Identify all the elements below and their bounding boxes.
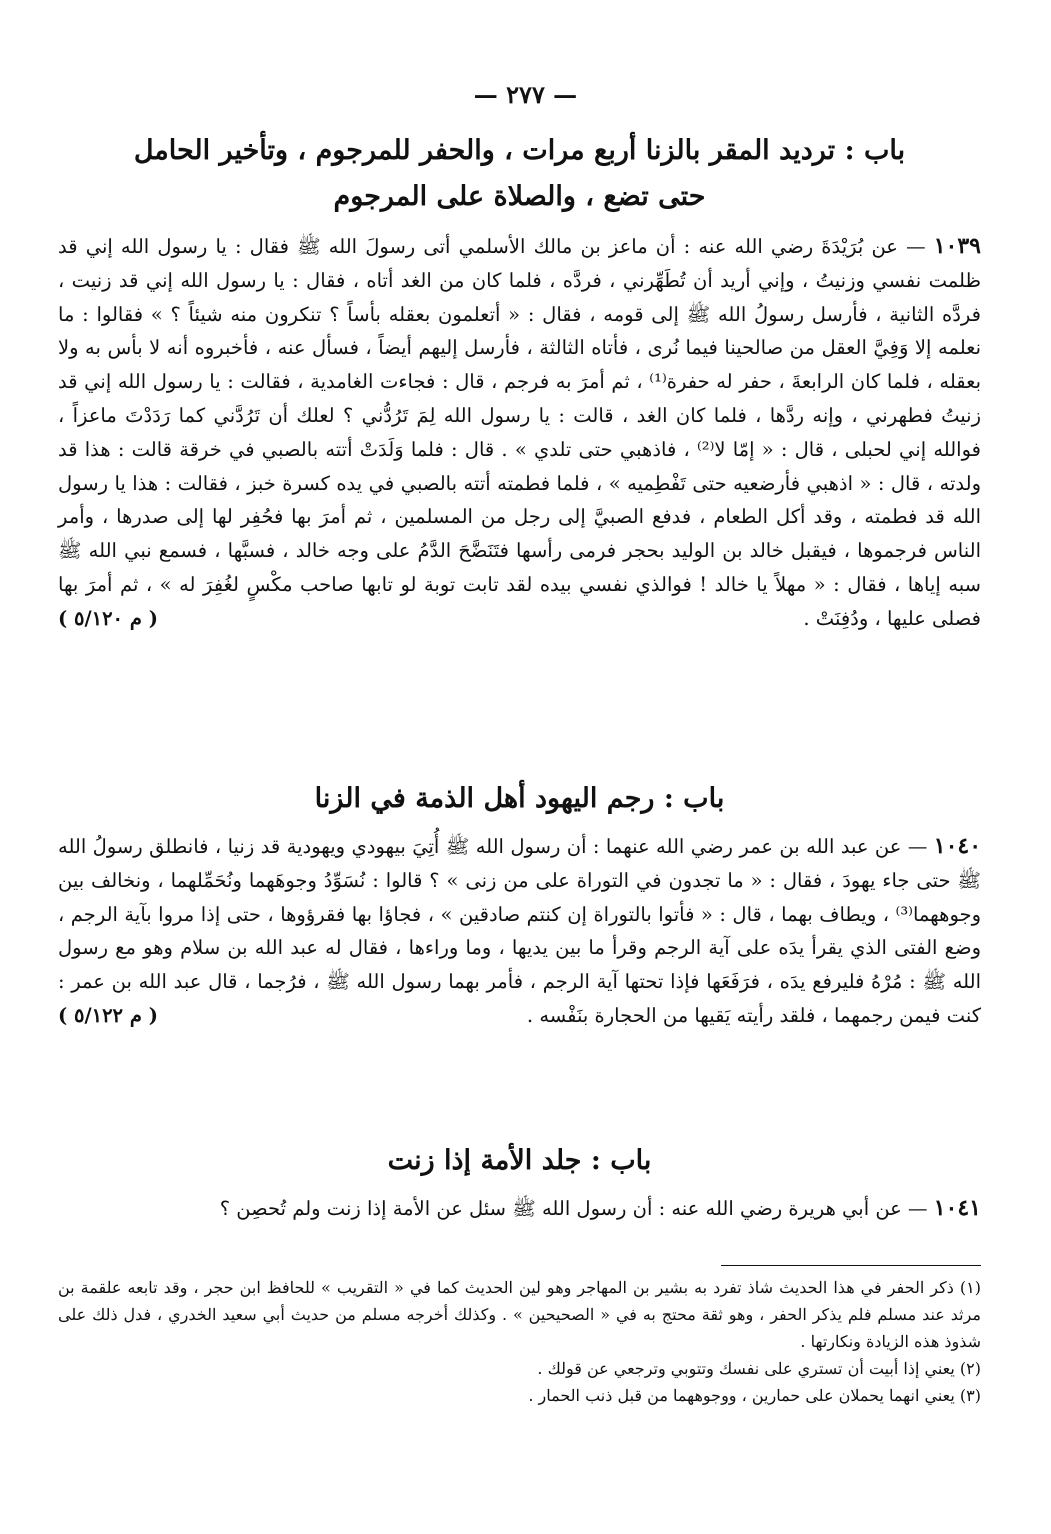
hadith-number: ١٠٤١ bbox=[933, 1195, 981, 1221]
hadith-text: — عن بُرَيْدَةَ رضي الله عنه : أن ماعز بن مالك الأسلمي أتى رسولَ الله ﷺ فقال : يا رسول الله إني قد ظلمت نفسي وزنيتُ ، وإني أريد أن تُطَهِّرني ، فردَّه ، فلما كان من الغد أتاه ، فقال : يا رسول الله إني قد زنيت ، فردَّه الثانية ، فأرسل رسولُ الله ﷺ إلى قومه ، فقال : « أتعلمون بعقله بأساً ؟ تنكرون منه شيئاً ؟ » فقالوا : ما نعلمه إلا وَفِيَّ العقل من صالحينا فيما نُرى ، فأتاه الثالثة ، فأرسل إليهم أيضاً ، فسأل عنه ، فأخبروه أنه لا بأس به ولا بعقله ، فلما كان الرابعةَ ، حفر له حفرة⁽¹⁾ ، ثم أمرَ به فرجم ، قال : فجاءت الغامدية ، فقالت : يا رسول الله إني قد زنيتُ فطهرني ، وإنه ردَّها ، فلما كان الغد ، قالت : يا رسول الله لِمَ تَرُدُّني ؟ لعلك أن تَرُدَّني كما رَدَدْتَ ماعزاً ، فوالله إني لحبلى ، قال : « إمّا لا⁽²⁾ ، فاذهبي حتى تلدي » . قال : فلما وَلَدَتْ أتته بالصبي في خرقة قالت : هذا قد ولدته ، قال : « اذهبي فأرضعيه حتى تَفْطِميه » ، فلما فطمته أتته بالصبي في يده كسرة خبز ، فقالت : هذا يا رسول الله قد فطمته ، وقد أكل الطعام ، فدفع الصبيَّ إلى رجل من المسلمين ، ثم أمرَ بها فحُفِر لها إلى صدرها ، وأمر الناس فرجموها ، فيقبل خالد بن الوليد بحجر فرمى رأسها فتَنَضَّحَ الدَّمُ على وجه خالد ، فسبَّها ، فسمع نبي الله ﷺ سبه إياها ، فقال : « مهلاً يا خالد ! فوالذي نفسي بيده لقد تابت توبة لو تابها صاحب مكْسٍ لغُفِرَ له » ، ثم أمرَ بها فصلى عليها ، ودُفِنَتْ . bbox=[58, 235, 981, 630]
hadith-paragraph bbox=[58, 230, 981, 636]
hadith-number: ١٠٣٩ bbox=[933, 233, 981, 259]
hadith-paragraph bbox=[58, 1192, 981, 1226]
footnote-divider bbox=[721, 1265, 981, 1266]
source-reference: ( م ٥/١٢٢ ) bbox=[58, 1003, 158, 1027]
footnote-1: (١) ذكر الحفر في هذا الحديث شاذ تفرد به بشير بن المهاجر وهو لين الحديث كما في « التقريب » للحافظ ابن حجر ، وقد تابعه علقمة بن مرثد عند مسلم فلم يذكر الحفر ، وهو ثقة محتج به في « الصحيحين » . وكذلك أخرجه مسلم من حديث أبي سعيد الخدري ، فدل ذلك على شذوذ هذه الزيادة ونكارتها . bbox=[58, 1278, 981, 1351]
section-1 bbox=[58, 128, 981, 636]
source-reference: ( م ٥/١٢٠ ) bbox=[58, 606, 158, 630]
chapter-heading-line: باب : رجم اليهود أهل الذمة في الزنا bbox=[314, 783, 725, 814]
hadith-paragraph bbox=[58, 830, 981, 1033]
footnotes bbox=[58, 1265, 981, 1409]
footnote-3: (٣) يعني انهما يحملان على حمارين ، ووجوههما من قبل ذنب الحمار . bbox=[528, 1386, 981, 1405]
page-number: — ٢٧٧ — bbox=[473, 80, 578, 109]
hadith-text: — عن أبي هريرة رضي الله عنه : أن رسول الله ﷺ سئل عن الأمة إذا زنت ولم تُحصِن ؟ bbox=[219, 1197, 928, 1220]
footnote-2: (٢) يعني إذا أبيت أن تستري على نفسك وتتوبي وترجعي عن قولك . bbox=[537, 1359, 981, 1378]
hadith-text: — عن عبد الله بن عمر رضي الله عنهما : أن رسول الله ﷺ أُتِيَ بيهودي ويهودية قد زنيا ، فانطلق رسولُ الله ﷺ حتى جاء يهودَ ، فقال : « ما تجدون في التوراة على من زنى » ؟ قالوا : نُسَوِّدُ وجوهَهما ونُحَمِّلهما ، ونخالف بين وجوههما⁽³⁾ ، ويطاف بهما ، قال : « فأتوا بالتوراة إن كنتم صادقين » ، فجاؤا بها فقرؤوها ، حتى إذا مروا بآية الرجم ، وضع الفتى الذي يقرأ يدَه على آية الرجم وقرأ ما بين يديها ، وما وراءها ، فقال له عبد الله بن سلام وهو مع رسول الله ﷺ : مُرْهُ فليرفع يدَه ، فرَفَعَها فإذا تحتها آية الرجم ، فأمر بهما رسول الله ﷺ ، فرُجما ، قال عبد الله بن عمر : كنت فيمن رجمهما ، فلقد رأيته يَقيها من الحجارة بنَفْسه . bbox=[58, 835, 981, 1027]
hadith-number: ١٠٤٠ bbox=[933, 833, 982, 859]
chapter-heading-line: باب : جلد الأمة إذا زنت bbox=[387, 1145, 652, 1176]
section-2 bbox=[58, 776, 981, 1033]
chapter-heading-line: حتى تضع ، والصلاة على المرجوم bbox=[333, 181, 706, 212]
section-3 bbox=[58, 1138, 981, 1226]
chapter-heading-line: باب : ترديد المقر بالزنا أربع مرات ، والحفر للمرجوم ، وتأخير الحامل bbox=[133, 135, 906, 166]
